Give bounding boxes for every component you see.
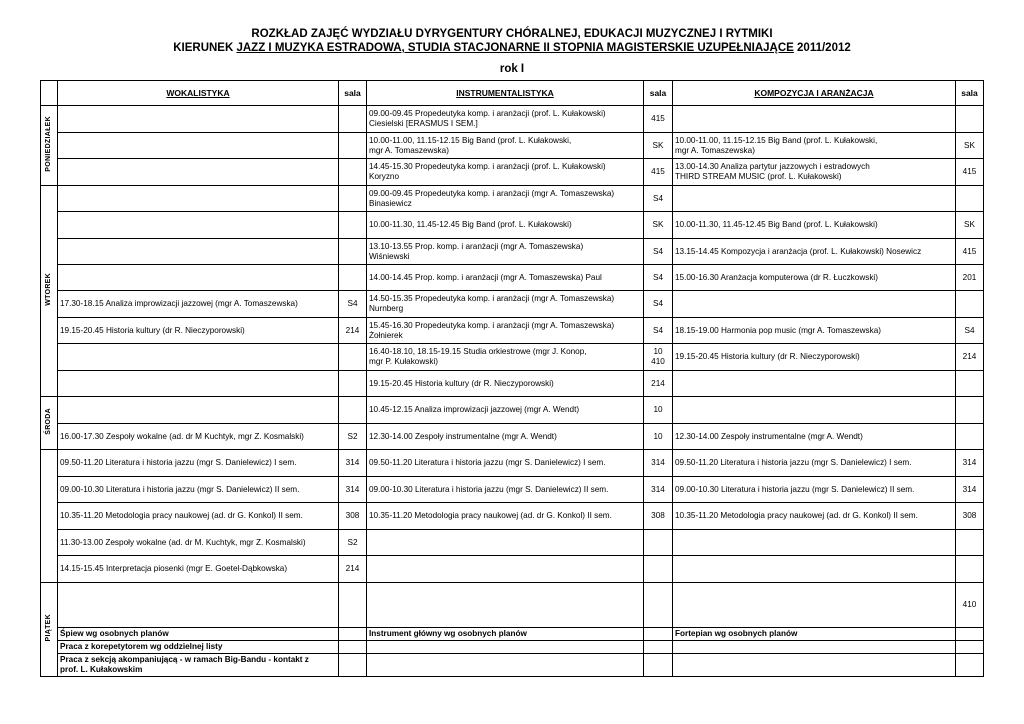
instr-cell: 09.00-09.45 Propedeutyka komp. i aranżacji (prof. L. Kułakowski) Ciesielski [ERASMUS I SEM.] (367, 106, 644, 133)
day-label-monday (41, 106, 58, 186)
room-cell: SK (644, 133, 673, 159)
day-text: WTOREK (45, 273, 52, 306)
room-cell (644, 583, 673, 628)
wok-cell (58, 106, 339, 133)
instr-cell: 10.00-11.30, 11.45-12.45 Big Band (prof. L. Kułakowski) (367, 212, 644, 239)
table-row (41, 265, 984, 291)
room-cell (956, 628, 984, 641)
room-cell (956, 556, 984, 583)
footer-note-instrument: Instrument główny wg osobnych planów (367, 628, 644, 641)
room-cell: 214 (339, 318, 367, 344)
schedule-table (40, 80, 984, 677)
room-cell: 314 (644, 477, 673, 503)
wok-cell (58, 159, 339, 186)
corner-cell (41, 81, 58, 106)
komp-cell: 10.00-11.00, 11.15-12.15 Big Band (prof. L. Kułakowski, mgr A. Tomaszewska) (673, 133, 956, 159)
room-cell (339, 344, 367, 371)
room-cell: 10 410 (644, 344, 673, 371)
room-cell (339, 397, 367, 424)
instr-cell: 14.45-15.30 Propedeutyka komp. i aranżacji (prof. L. Kułakowski) Koryzno (367, 159, 644, 186)
footer-note-sekcja: Praca z sekcją akompaniującą - w ramach Big-Bandu - kontakt z prof. L. Kułakowskim (58, 654, 339, 677)
room-cell (644, 641, 673, 654)
room-cell (339, 265, 367, 291)
room-cell (644, 654, 673, 677)
wok-cell: 09.00-10.30 Literatura i historia jazzu (mgr S. Danielewicz) II sem. (58, 477, 339, 503)
komp-cell: 12.30-14.00 Zespoły instrumentalne (mgr A. Wendt) (673, 424, 956, 450)
table-row (41, 583, 984, 628)
room-cell (644, 628, 673, 641)
room-cell: 214 (644, 371, 673, 397)
room-cell (956, 106, 984, 133)
komp-cell (673, 654, 956, 677)
room-cell: S2 (339, 530, 367, 556)
room-cell: 10 (644, 397, 673, 424)
komp-cell (673, 397, 956, 424)
komp-cell: 18.15-19.00 Harmonia pop music (mgr A. Tomaszewska) (673, 318, 956, 344)
wok-cell (58, 583, 339, 628)
room-cell: 214 (339, 556, 367, 583)
table-row (41, 159, 984, 186)
room-cell: S4 (956, 318, 984, 344)
komp-cell (673, 556, 956, 583)
room-cell (339, 159, 367, 186)
table-row (41, 530, 984, 556)
komp-cell: 19.15-20.45 Historia kultury (dr R. Nieczyporowski) (673, 344, 956, 371)
komp-cell: 15.00-16.30 Aranżacja komputerowa (dr R. Łuczkowski) (673, 265, 956, 291)
room-cell (956, 371, 984, 397)
room-cell: 314 (339, 477, 367, 503)
wok-cell: 14.15-15.45 Interpretacja piosenki (mgr E. Goetel-Dąbkowska) (58, 556, 339, 583)
room-cell: S4 (644, 239, 673, 265)
room-cell (339, 628, 367, 641)
column-header-sala: sala (644, 81, 673, 106)
wok-cell (58, 186, 339, 212)
room-cell: 314 (956, 477, 984, 503)
wok-cell (58, 371, 339, 397)
day-label-thursday (41, 450, 58, 583)
footer-note-korepetytor: Praca z korepetytorem wg oddzielnej listy (58, 641, 339, 654)
room-cell: 308 (339, 503, 367, 530)
komp-cell (673, 530, 956, 556)
table-row (41, 212, 984, 239)
column-header-instrumentalistyka: INSTRUMENTALISTYKA (367, 81, 644, 106)
room-cell (339, 583, 367, 628)
table-row (41, 106, 984, 133)
room-cell (339, 641, 367, 654)
instr-cell: 15.45-16.30 Propedeutyka komp. i aranżacji (mgr A. Tomaszewska) Żołnierek (367, 318, 644, 344)
room-cell: 10 (644, 424, 673, 450)
room-cell (339, 186, 367, 212)
footer-note-fortepian: Fortepian wg osobnych planów (673, 628, 956, 641)
wok-cell (58, 344, 339, 371)
room-cell: 415 (956, 239, 984, 265)
instr-cell: 13.10-13.55 Prop. komp. i aranżacji (mgr A. Tomaszewska) Wiśniewski (367, 239, 644, 265)
table-row (41, 371, 984, 397)
year-of-study: rok I (499, 63, 525, 75)
table-row (41, 239, 984, 265)
table-row (41, 133, 984, 159)
table-row (41, 424, 984, 450)
table-row (41, 654, 984, 677)
day-text: PONIEDZIAŁEK (45, 116, 52, 172)
day-text: ŚRODA (45, 408, 52, 435)
room-cell (339, 106, 367, 133)
komp-cell (673, 106, 956, 133)
column-header-wokalistyka: WOKALISTYKA (58, 81, 339, 106)
table-row (41, 503, 984, 530)
room-cell (339, 239, 367, 265)
table-row (41, 186, 984, 212)
wok-cell: 17.30-18.15 Analiza improwizacji jazzowej (mgr A. Tomaszewska) (58, 291, 339, 318)
wok-cell: 10.35-11.20 Metodologia pracy naukowej (ad. dr G. Konkol) II sem. (58, 503, 339, 530)
wok-cell (58, 133, 339, 159)
wok-cell: 19.15-20.45 Historia kultury (dr R. Nieczyporowski) (58, 318, 339, 344)
instr-cell: 10.45-12.15 Analiza improwizacji jazzowej (mgr A. Wendt) (367, 397, 644, 424)
subtitle-year: 2011/2012 (793, 42, 851, 54)
day-label-friday (41, 583, 58, 677)
room-cell: 415 (644, 106, 673, 133)
room-cell (956, 186, 984, 212)
day-label-tuesday (41, 186, 58, 397)
room-cell: 201 (956, 265, 984, 291)
wok-cell: 16.00-17.30 Zespoły wokalne (ad. dr M Kuchtyk, mgr Z. Kosmalski) (58, 424, 339, 450)
komp-cell: 10.00-11.30, 11.45-12.45 Big Band (prof. L. Kułakowski) (673, 212, 956, 239)
document-title: ROZKŁAD ZAJĘĆ WYDZIAŁU DYRYGENTURY CHÓRALNEJ, EDUKACJI MUZYCZNEJ I RYTMIKI (251, 28, 773, 40)
room-cell: SK (644, 212, 673, 239)
room-cell (956, 424, 984, 450)
room-cell: 314 (339, 450, 367, 477)
subtitle-prefix: KIERUNEK (173, 42, 237, 54)
table-row (41, 344, 984, 371)
footer-note-spiew: Śpiew wg osobnych planów (58, 628, 339, 641)
room-cell (956, 654, 984, 677)
column-header-row (41, 81, 984, 106)
room-cell: 314 (956, 450, 984, 477)
komp-cell: 09.50-11.20 Literatura i historia jazzu (mgr S. Danielewicz) I sem. (673, 450, 956, 477)
komp-cell: 10.35-11.20 Metodologia pracy naukowej (ad. dr G. Konkol) II sem. (673, 503, 956, 530)
room-cell: S4 (644, 186, 673, 212)
room-cell (339, 133, 367, 159)
instr-cell (367, 583, 644, 628)
room-cell (339, 371, 367, 397)
table-row (41, 291, 984, 318)
room-cell: 415 (956, 159, 984, 186)
instr-cell: 19.15-20.45 Historia kultury (dr R. Nieczyporowski) (367, 371, 644, 397)
room-cell: 308 (644, 503, 673, 530)
table-row (41, 628, 984, 641)
instr-cell (367, 530, 644, 556)
wok-cell (58, 239, 339, 265)
table-row (41, 641, 984, 654)
instr-cell: 16.40-18.10, 18.15-19.15 Studia orkiestrowe (mgr J. Konop, mgr P. Kułakowski) (367, 344, 644, 371)
instr-cell: 12.30-14.00 Zespoły instrumentalne (mgr A. Wendt) (367, 424, 644, 450)
room-cell: 410 (956, 583, 984, 628)
room-cell: SK (956, 133, 984, 159)
room-cell: 308 (956, 503, 984, 530)
instr-cell: 09.50-11.20 Literatura i historia jazzu (mgr S. Danielewicz) I sem. (367, 450, 644, 477)
room-cell (956, 291, 984, 318)
komp-cell (673, 371, 956, 397)
room-cell (644, 556, 673, 583)
table-row (41, 477, 984, 503)
komp-cell: 13.15-14.45 Kompozycja i aranżacja (prof. L. Kułakowski) Nosewicz (673, 239, 956, 265)
subtitle-program: JAZZ I MUZYKA ESTRADOWA, STUDIA STACJONARNE II STOPNIA MAGISTERSKIE UZUPEŁNIAJĄCE (236, 42, 794, 54)
room-cell: 314 (644, 450, 673, 477)
room-cell: S4 (644, 291, 673, 318)
instr-cell: 14.00-14.45 Prop. komp. i aranżacji (mgr A. Tomaszewska) Paul (367, 265, 644, 291)
table-row (41, 556, 984, 583)
column-header-kompozycja: KOMPOZYCJA I ARANŻACJA (673, 81, 956, 106)
komp-cell (673, 186, 956, 212)
column-header-sala: sala (339, 81, 367, 106)
komp-cell (673, 641, 956, 654)
room-cell (956, 641, 984, 654)
instr-cell (367, 556, 644, 583)
instr-cell: 09.00-09.45 Propedeutyka komp. i aranżacji (mgr A. Tomaszewska) Binasiewicz (367, 186, 644, 212)
komp-cell (673, 583, 956, 628)
table-row (41, 450, 984, 477)
table-row (41, 397, 984, 424)
komp-cell: 09.00-10.30 Literatura i historia jazzu (mgr S. Danielewicz) II sem. (673, 477, 956, 503)
document-subtitle (0, 41, 1024, 55)
komp-cell (673, 291, 956, 318)
column-header-sala: sala (956, 81, 984, 106)
wok-cell: 11.30-13.00 Zespoły wokalne (ad. dr M. Kuchtyk, mgr Z. Kosmalski) (58, 530, 339, 556)
room-cell (956, 530, 984, 556)
room-cell: S4 (339, 291, 367, 318)
instr-cell: 10.00-11.00, 11.15-12.15 Big Band (prof. L. Kułakowski, mgr A. Tomaszewska) (367, 133, 644, 159)
wok-cell (58, 397, 339, 424)
room-cell (339, 654, 367, 677)
day-text: PIĄTEK (45, 614, 52, 642)
day-label-wednesday (41, 397, 58, 450)
instr-cell (367, 641, 644, 654)
instr-cell: 09.00-10.30 Literatura i historia jazzu (mgr S. Danielewicz) II sem. (367, 477, 644, 503)
instr-cell: 10.35-11.20 Metodologia pracy naukowej (ad. dr G. Konkol) II sem. (367, 503, 644, 530)
room-cell (644, 530, 673, 556)
room-cell: 214 (956, 344, 984, 371)
table-row (41, 318, 984, 344)
komp-cell: 13.00-14.30 Analiza partytur jazzowych i estradowych THIRD STREAM MUSIC (prof. L. Kułakowski) (673, 159, 956, 186)
room-cell: 415 (644, 159, 673, 186)
instr-cell (367, 654, 644, 677)
room-cell (339, 212, 367, 239)
wok-cell (58, 212, 339, 239)
room-cell: SK (956, 212, 984, 239)
room-cell: S4 (644, 318, 673, 344)
room-cell: S4 (644, 265, 673, 291)
wok-cell: 09.50-11.20 Literatura i historia jazzu (mgr S. Danielewicz) I sem. (58, 450, 339, 477)
instr-cell: 14.50-15.35 Propedeutyka komp. i aranżacji (mgr A. Tomaszewska) Nurnberg (367, 291, 644, 318)
room-cell (956, 397, 984, 424)
room-cell: S2 (339, 424, 367, 450)
wok-cell (58, 265, 339, 291)
